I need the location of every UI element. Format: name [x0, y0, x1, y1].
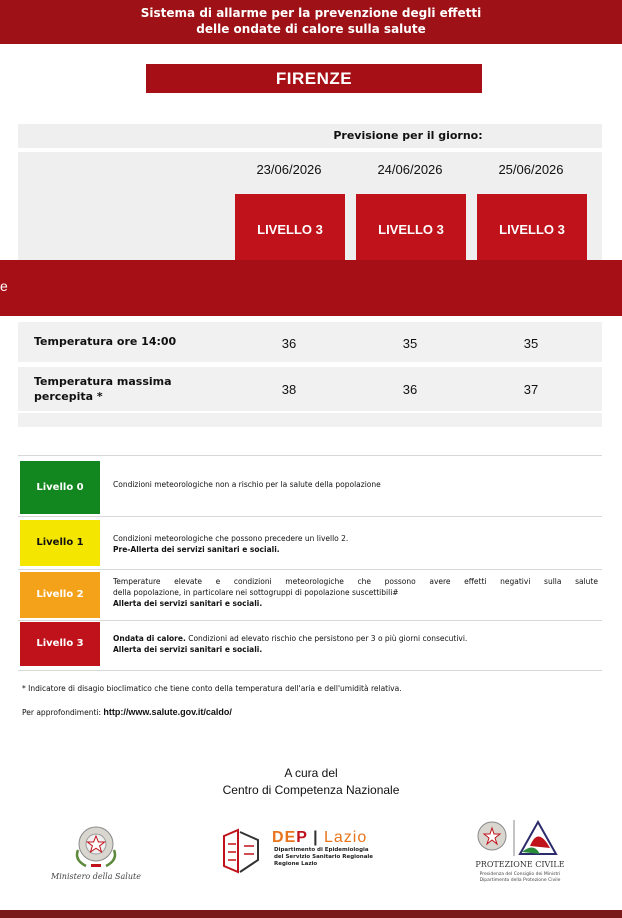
- legend-level2-box: Livello 2: [20, 572, 100, 618]
- protezione-civile-icon: [474, 816, 566, 860]
- row-perceived-label: [34, 374, 172, 404]
- dates-band: [18, 152, 602, 184]
- row-spacer: [18, 413, 602, 427]
- legend-level3-line1-rest: Condizioni ad elevato rischio che persistono per 3 o più giorni consecutivi.: [185, 634, 468, 643]
- forecast-label: Previsione per il giorno:: [333, 129, 483, 142]
- bottom-rule: [0, 910, 622, 918]
- city-title: FIRENZE: [146, 64, 482, 93]
- temp-perceived-day3: 37: [523, 382, 539, 397]
- legend-level0-text: [113, 479, 598, 490]
- pc-sub1: Presidenza del Consiglio dei Ministri: [479, 872, 561, 877]
- header-banner: [0, 0, 622, 44]
- row-perceived-label-line1: Temperatura massima: [34, 375, 172, 388]
- divider: [18, 516, 602, 517]
- dep-lazio-title: DEP | Lazio: [272, 829, 368, 846]
- header-title-line2: delle ondate di calore sulla salute: [196, 22, 426, 36]
- legend-level3-line2: Allerta dei servizi sanitari e sociali.: [113, 645, 263, 654]
- alert-strip-text: e: [0, 278, 8, 294]
- dep-letter-p: P: [296, 829, 308, 846]
- temp-perceived-day1: 38: [281, 382, 297, 397]
- divider: [18, 455, 602, 456]
- pc-title: PROTEZIONE CIVILE: [475, 860, 565, 869]
- dep-lazio-word: Lazio: [324, 829, 368, 846]
- alert-strip: [0, 260, 622, 316]
- row-temp-perceived: [18, 367, 602, 411]
- legend-level1-line1: Condizioni meteorologiche che possono precedere un livello 2.: [113, 534, 349, 543]
- level-badge-day1: LIVELLO 3: [235, 194, 345, 264]
- legend-level0-line1: Condizioni meteorologiche non a rischio per la salute della popolazione: [113, 480, 381, 489]
- date-day2: 24/06/2026: [377, 162, 443, 177]
- temp-14-day1: 36: [281, 336, 297, 351]
- row-temp-14: [18, 322, 602, 362]
- legend-level2-line3: Allerta dei servizi sanitari e sociali.: [113, 599, 263, 608]
- footnote: * Indicatore di disagio bioclimatico che tiene conto della temperatura dell'aria e dell'umidità relativa.: [22, 684, 402, 693]
- credit-line2: Centro di Competenza Nazionale: [222, 783, 400, 797]
- pc-sub2: Dipartimento della Protezione Civile: [479, 878, 561, 883]
- credit-line1: A cura del: [284, 766, 338, 780]
- legend-level3-line1: [113, 633, 598, 644]
- dep-letter-e: E: [284, 829, 297, 846]
- legend-level3-text: [113, 633, 598, 655]
- divider: [18, 620, 602, 621]
- dep-sub2: del Servizio Sanitario Regionale: [274, 854, 374, 860]
- legend-level3-box: Livello 3: [20, 622, 100, 666]
- row-temp-14-label: Temperatura ore 14:00: [34, 335, 177, 348]
- dep-sub1: Dipartimento di Epidemiologia: [274, 847, 369, 853]
- italian-emblem-icon: [70, 820, 122, 872]
- level-badge-day2: LIVELLO 3: [356, 194, 466, 264]
- legend-level1-text: [113, 533, 598, 555]
- legend-level1-line2: Pre-Allerta dei servizi sanitari e sociali.: [113, 545, 280, 554]
- divider: [18, 670, 602, 671]
- legend-level0-box: Livello 0: [20, 461, 100, 514]
- forecast-label-row: [18, 124, 602, 148]
- level-badge-day3: LIVELLO 3: [477, 194, 587, 264]
- legend-level3-line1-bold: Ondata di calore.: [113, 634, 186, 643]
- dep-lazio-subtitle: [274, 847, 373, 868]
- legend-level1-box: Livello 1: [20, 520, 100, 566]
- more-info-link[interactable]: http://www.salute.gov.it/caldo/: [103, 707, 232, 717]
- pc-subtitle: [470, 872, 570, 884]
- temp-14-day3: 35: [523, 336, 539, 351]
- row-perceived-label-line2: percepita *: [34, 390, 103, 403]
- temp-perceived-day2: 36: [402, 382, 418, 397]
- ministry-caption: Ministero della Salute: [51, 872, 141, 881]
- dep-sub3: Regione Lazio: [274, 861, 318, 867]
- legend-level2-line1: Temperature elevate e condizioni meteorologiche che possono avere effetti negativi sulla salute: [113, 577, 598, 586]
- divider: [18, 569, 602, 570]
- more-info-label: Per approfondimenti:: [22, 708, 102, 717]
- date-day1: 23/06/2026: [256, 162, 322, 177]
- dep-letter-d: D: [272, 829, 285, 846]
- temp-14-day2: 35: [402, 336, 418, 351]
- legend-level2-line2: della popolazione, in particolare nei sottogruppi di popolazione suscettibili#: [113, 588, 399, 597]
- dep-lazio-mark-icon: [218, 826, 268, 876]
- more-info: [22, 707, 232, 717]
- date-day3: 25/06/2026: [498, 162, 564, 177]
- legend-level2-text: [113, 576, 598, 609]
- header-title-line1: Sistema di allarme per la prevenzione degli effetti: [140, 6, 482, 20]
